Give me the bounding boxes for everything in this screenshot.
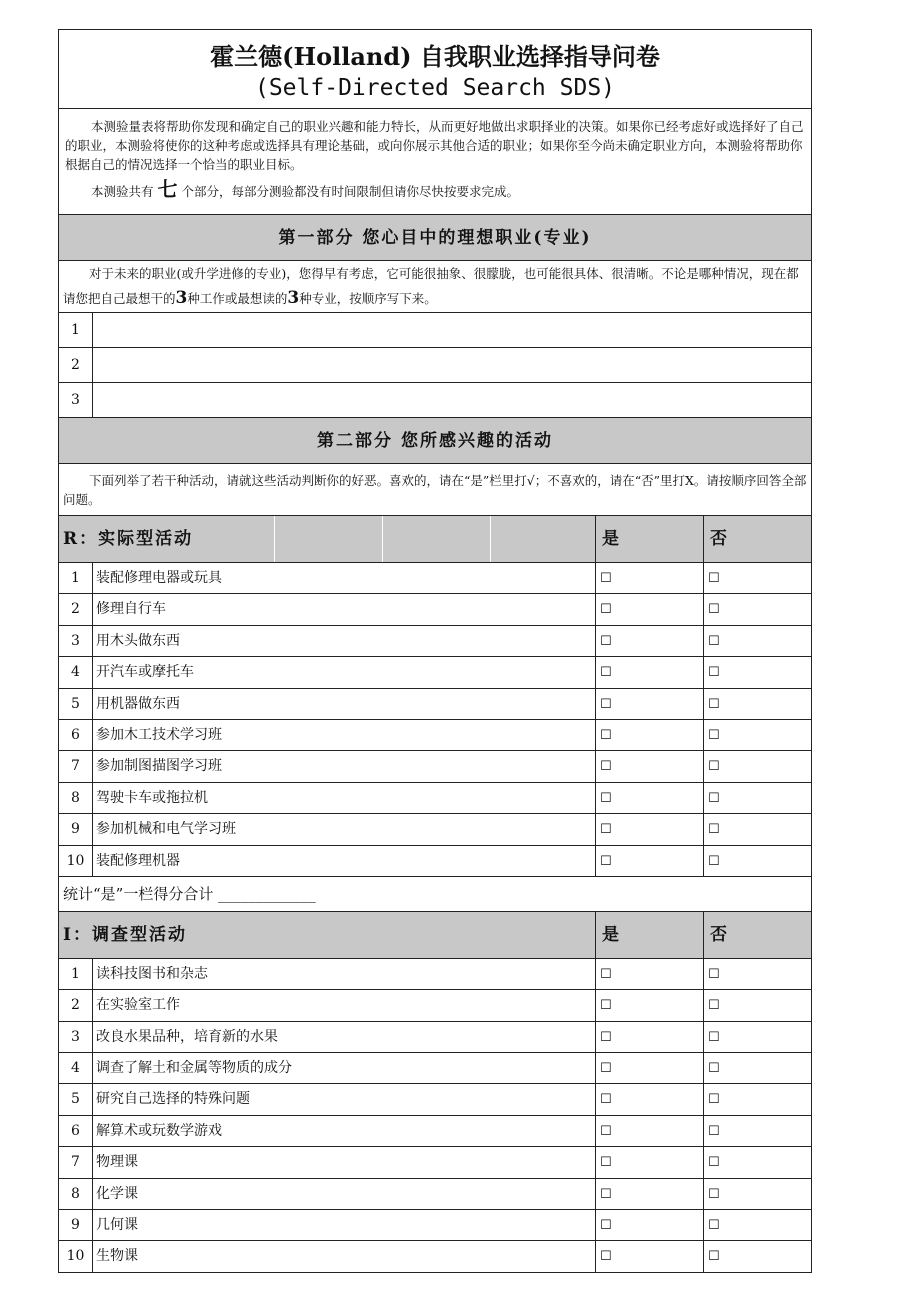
- count-suffix: 个部分，每部分测验都没有时间限制但请你尽快按要求完成。: [181, 184, 519, 199]
- category-r-label: [59, 516, 595, 562]
- no-checkbox[interactable]: ☐: [703, 783, 811, 813]
- part1-desc-c: 种专业，按顺序写下来。: [299, 291, 437, 306]
- yes-checkbox[interactable]: ☐: [595, 1179, 703, 1209]
- item-text: 装配修理机器: [96, 852, 180, 869]
- questionnaire-sheet: [58, 29, 812, 1273]
- no-column-header: 否: [703, 516, 811, 562]
- no-checkbox[interactable]: ☐: [703, 1210, 811, 1240]
- item-text: 研究自己选择的特殊问题: [96, 1091, 250, 1108]
- yes-checkbox[interactable]: ☐: [595, 1022, 703, 1052]
- yes-checkbox[interactable]: ☐: [595, 1116, 703, 1146]
- no-checkbox[interactable]: ☐: [703, 1053, 811, 1083]
- yes-checkbox[interactable]: ☐: [595, 751, 703, 781]
- table-row: [59, 1022, 811, 1053]
- yes-checkbox[interactable]: ☐: [595, 1053, 703, 1083]
- no-checkbox[interactable]: ☐: [703, 846, 811, 876]
- item-number: 5: [59, 689, 93, 719]
- no-checkbox[interactable]: ☐: [703, 594, 811, 624]
- ideal-job-input-2[interactable]: [93, 348, 811, 382]
- item-number: 6: [59, 720, 93, 750]
- ideal-job-input-1[interactable]: [93, 313, 811, 347]
- no-column-header: 否: [703, 912, 811, 958]
- item-text: 改良水果品种，培育新的水果: [96, 1028, 278, 1045]
- yes-checkbox[interactable]: ☐: [595, 626, 703, 656]
- no-checkbox[interactable]: ☐: [703, 626, 811, 656]
- item-text: 读科技图书和杂志: [96, 965, 208, 982]
- yes-checkbox[interactable]: ☐: [595, 846, 703, 876]
- item-number: 1: [59, 563, 93, 593]
- table-row: [59, 1241, 811, 1272]
- item-number: 5: [59, 1084, 93, 1114]
- part1-desc-num1: 3: [175, 288, 188, 308]
- ideal-job-row: [59, 383, 811, 418]
- no-checkbox[interactable]: ☐: [703, 990, 811, 1020]
- item-text: 化学课: [96, 1185, 138, 1202]
- item-number: 2: [59, 594, 93, 624]
- category-r-title: R：实际型活动: [63, 529, 194, 549]
- part1-desc-a: 对于未来的职业(或升学进修的专业)，您得早有考虑，它可能很抽象、很朦胧，也可能很具体、很清晰。不论是哪种情况，现在都请您把自己最想干的: [63, 266, 799, 306]
- item-number: 8: [59, 1179, 93, 1209]
- table-row: [59, 1053, 811, 1084]
- table-row: [59, 626, 811, 657]
- no-checkbox[interactable]: ☐: [703, 1147, 811, 1177]
- category-i-header: [59, 912, 811, 959]
- table-row: [59, 1210, 811, 1241]
- item-number: 1: [59, 959, 93, 989]
- yes-checkbox[interactable]: ☐: [595, 594, 703, 624]
- count-prefix: 本测验共有: [91, 184, 154, 199]
- item-number: 3: [59, 626, 93, 656]
- item-text: 在实验室工作: [96, 997, 180, 1014]
- yes-checkbox[interactable]: ☐: [595, 783, 703, 813]
- table-row: [59, 990, 811, 1021]
- no-checkbox[interactable]: ☐: [703, 959, 811, 989]
- count-value: 七: [157, 177, 178, 201]
- item-number: 8: [59, 783, 93, 813]
- table-row: [59, 783, 811, 814]
- no-checkbox[interactable]: ☐: [703, 1116, 811, 1146]
- item-text: 装配修理电器或玩具: [96, 570, 222, 586]
- item-text: 物理课: [96, 1154, 138, 1171]
- category-r-total[interactable]: 统计“是”一栏得分合计 _____________: [59, 877, 811, 912]
- yes-column-header: 是: [595, 912, 703, 958]
- no-checkbox[interactable]: ☐: [703, 1084, 811, 1114]
- category-i-label: [59, 912, 595, 958]
- item-number: 4: [59, 1053, 93, 1083]
- table-row: [59, 959, 811, 990]
- title-block: [59, 30, 811, 109]
- table-row: [59, 563, 811, 594]
- yes-checkbox[interactable]: ☐: [595, 814, 703, 844]
- item-number: 7: [59, 1147, 93, 1177]
- part1-desc-b: 种工作或最想读的: [187, 291, 288, 306]
- table-row: [59, 1179, 811, 1210]
- item-number: 3: [59, 1022, 93, 1052]
- yes-checkbox[interactable]: ☐: [595, 720, 703, 750]
- item-number: 2: [59, 990, 93, 1020]
- item-text: 用木头做东西: [96, 632, 180, 649]
- table-row: [59, 751, 811, 782]
- item-text: 参加制图描图学习班: [96, 758, 222, 775]
- page-subtitle: (Self-Directed Search SDS): [254, 75, 616, 101]
- table-row: [59, 846, 811, 877]
- yes-column-header: 是: [595, 516, 703, 562]
- intro-count-line: [65, 177, 805, 201]
- yes-checkbox[interactable]: ☐: [595, 990, 703, 1020]
- yes-checkbox[interactable]: ☐: [595, 1210, 703, 1240]
- ideal-job-row: [59, 348, 811, 383]
- yes-checkbox[interactable]: ☐: [595, 1241, 703, 1271]
- item-text: 几何课: [96, 1217, 138, 1234]
- table-row: [59, 1116, 811, 1147]
- item-text: 参加木工技术学习班: [96, 726, 222, 743]
- table-row: [59, 689, 811, 720]
- part1-heading: 第一部分 您心目中的理想职业(专业): [59, 215, 811, 261]
- no-checkbox[interactable]: ☐: [703, 720, 811, 750]
- no-checkbox[interactable]: ☐: [703, 751, 811, 781]
- part1-description: [59, 261, 811, 313]
- no-checkbox[interactable]: ☐: [703, 814, 811, 844]
- table-row: [59, 594, 811, 625]
- table-row: [59, 1084, 811, 1115]
- ideal-job-input-3[interactable]: [93, 383, 811, 417]
- item-text: 生物课: [96, 1248, 138, 1265]
- no-checkbox[interactable]: ☐: [703, 657, 811, 687]
- item-number: 7: [59, 751, 93, 781]
- table-row: [59, 657, 811, 688]
- row-number: 1: [59, 313, 93, 347]
- part1-desc-num2: 3: [287, 288, 300, 308]
- item-text: 解算术或玩数学游戏: [96, 1122, 222, 1139]
- item-number: 10: [59, 1241, 93, 1271]
- yes-checkbox[interactable]: ☐: [595, 689, 703, 719]
- item-text: 驾驶卡车或拖拉机: [96, 789, 208, 806]
- no-checkbox[interactable]: ☐: [703, 563, 811, 593]
- page-title: 霍兰德(Holland) 自我职业选择指导问卷: [210, 42, 660, 71]
- intro-block: [59, 109, 811, 215]
- yes-checkbox[interactable]: ☐: [595, 1084, 703, 1114]
- intro-paragraph: 本测验量表将帮助你发现和确定自己的职业兴趣和能力特长，从而更好地做出求职择业的决策。如果你已经考虑好或选择好了自己的职业，本测验将使你的这种考虑或选择具有理论基础，或向你展示其他合适的职业；如果你至今尚未确定职业方向，本测验将帮助你根据自己的情况选择一个恰当的职业目标。: [65, 119, 804, 172]
- yes-checkbox[interactable]: ☐: [595, 959, 703, 989]
- row-number: 3: [59, 383, 93, 417]
- item-text: 开汽车或摩托车: [96, 664, 194, 681]
- item-text: 用机器做东西: [96, 695, 180, 712]
- no-checkbox[interactable]: ☐: [703, 1022, 811, 1052]
- item-text: 调查了解土和金属等物质的成分: [96, 1060, 292, 1077]
- item-number: 6: [59, 1116, 93, 1146]
- item-number: 9: [59, 1210, 93, 1240]
- item-text: 参加机械和电气学习班: [96, 821, 236, 838]
- no-checkbox[interactable]: ☐: [703, 1179, 811, 1209]
- category-i-items: [59, 959, 811, 1273]
- yes-checkbox[interactable]: ☐: [595, 657, 703, 687]
- table-row: [59, 814, 811, 845]
- no-checkbox[interactable]: ☐: [703, 689, 811, 719]
- item-number: 10: [59, 846, 93, 876]
- item-number: 4: [59, 657, 93, 687]
- part2-heading: 第二部分 您所感兴趣的活动: [59, 418, 811, 464]
- category-i-title: I：调查型活动: [63, 924, 187, 945]
- part2-desc-text: 下面列举了若干种活动，请就这些活动判断你的好恶。喜欢的，请在“是”栏里打√；不喜欢的，请在“否”里打X。请按顺序回答全部问题。: [63, 473, 807, 507]
- no-checkbox[interactable]: ☐: [703, 1241, 811, 1271]
- table-row: [59, 720, 811, 751]
- row-number: 2: [59, 348, 93, 382]
- category-r-header: [59, 516, 811, 563]
- yes-checkbox[interactable]: ☐: [595, 1147, 703, 1177]
- category-r-items: [59, 563, 811, 877]
- item-text: 修理自行车: [96, 601, 166, 618]
- yes-checkbox[interactable]: ☐: [595, 563, 703, 593]
- part2-description: [59, 464, 811, 516]
- table-row: [59, 1147, 811, 1178]
- ideal-job-row: [59, 313, 811, 348]
- item-number: 9: [59, 814, 93, 844]
